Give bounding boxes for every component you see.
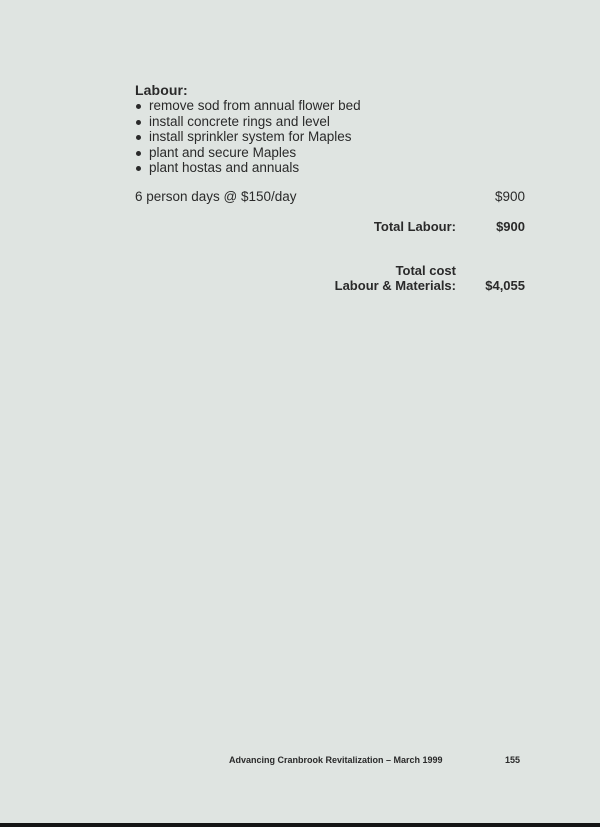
rate-description: 6 person days @ $150/day xyxy=(135,189,297,204)
total-cost-label-line1: Total cost xyxy=(395,263,456,278)
total-cost-label-line2: Labour & Materials: xyxy=(334,278,456,293)
task-label: install sprinkler system for Maples xyxy=(149,129,352,144)
page-number: 155 xyxy=(505,755,521,765)
task-label: install concrete rings and level xyxy=(149,113,330,129)
bullet-icon xyxy=(136,151,141,156)
total-labour-amount: $900 xyxy=(496,219,525,234)
list-item xyxy=(135,145,361,161)
list-item xyxy=(135,129,361,145)
scan-bottom-edge xyxy=(0,823,600,827)
labour-task-list xyxy=(135,98,361,176)
labour-heading: Labour: xyxy=(135,82,188,98)
task-label: remove sod from annual flower bed xyxy=(149,98,361,113)
total-labour-label: Total Labour: xyxy=(373,219,456,234)
bullet-icon xyxy=(136,166,141,171)
task-label: plant and secure Maples xyxy=(149,144,297,160)
list-item xyxy=(135,160,361,176)
rate-amount: $900 xyxy=(494,189,525,204)
bullet-icon xyxy=(136,135,141,140)
bullet-icon xyxy=(136,120,141,125)
bullet-icon xyxy=(136,104,141,109)
task-label: plant hostas and annuals xyxy=(149,160,300,175)
list-item xyxy=(135,114,361,130)
list-item xyxy=(135,98,361,114)
footer-title: Advancing Cranbrook Revitalization – March 1999 xyxy=(229,755,443,765)
total-cost-amount: $4,055 xyxy=(485,278,525,293)
